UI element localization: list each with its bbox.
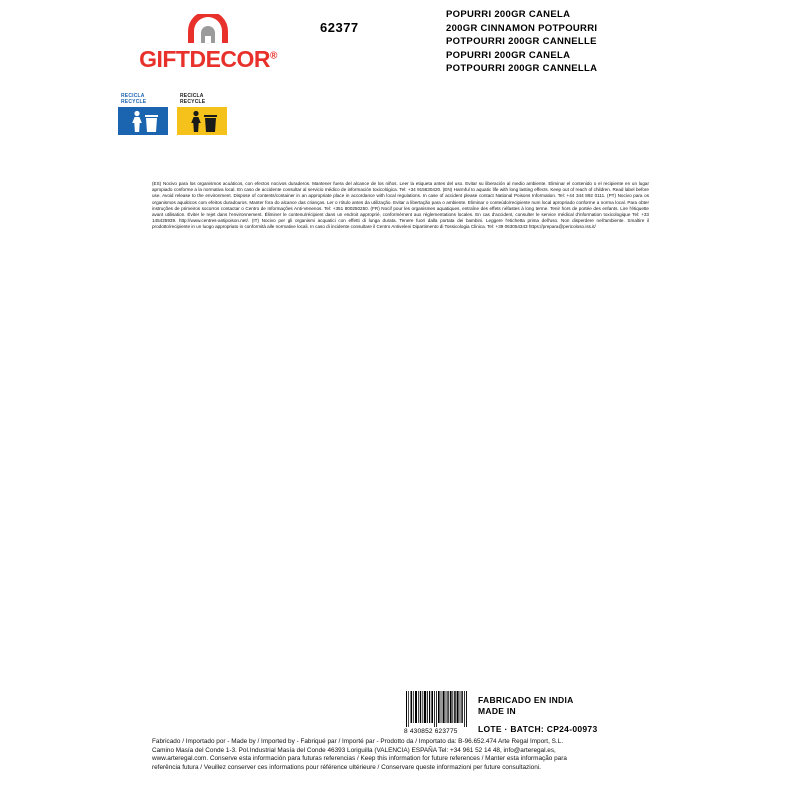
header <box>0 0 800 150</box>
product-title-es: POPURRI 200GR CANELA <box>446 9 571 20</box>
brand-name: GIFTDECOR® <box>139 46 277 72</box>
brand-block <box>118 14 298 73</box>
product-title-it: POTPOURRI 200GR CANNELLA <box>446 63 598 74</box>
product-title-fr: POTPOURRI 200GR CANNELLE <box>446 36 597 47</box>
recycle-bin-person-icon <box>118 107 168 135</box>
footer <box>152 738 672 772</box>
batch-label: LOTE · BATCH: <box>478 724 545 734</box>
barcode-block <box>404 691 474 735</box>
origin-block <box>478 695 597 735</box>
made-in-es: FABRICADO EN INDIA <box>478 695 574 705</box>
product-title-pt: POPURRI 200GR CANELA <box>446 49 571 61</box>
arch-house-logo-icon <box>184 14 232 44</box>
recycle-badge-yellow <box>177 92 227 135</box>
legal-warning-text: (ES) Nocivo para los organismos acuáticos, con efectos nocivos duraderos. Mantener fuera del alcance de los niños. Leer la etiqueta antes del uso. Evitar su liberación al medio ambiente. Eliminar el contenido o el recipiente en un lugar apropiado conforme a la normativa local. En caso de accidente consultar al servicio médico de información toxicológica. Tel: +34 915630420. (EN) Harmful to aquatic life with long lasting effects. Keep out of reach of children. Read label before use. Avoid release to the environment. Dispose of contents/container in an appropriate place in accordance with local regulations. In case of accident please contact National Poisons Information. Tel: +44 344 892 0111. (PT) Nocivo para os organismos aquáticos com efeitos duradouros. Manter fora do alcance das crianças. Ler o rótulo antes da utilização. Evitar a libertação para o ambiente. Eliminar o conteúdo/recipiente num local apropriado conforme a norma local. Para obter instruções de primeiros socorros contactar o Centro de Informações Anti-Venenos. Tel: +351 800250250. (FR) Nocif pour les organismes aquatiques, entraîne des effets néfastes à long terme. Tenir hors de portée des enfants. Lire l'étiquette avant utilisation. Éviter le rejet dans l'environnement. Éliminer le contenu/récipient dans un endroit approprié, conformément aux réglementations locales. En cas d'accident, consulter le service médical d'information toxicologique Tel: +33 145425939. http://www.centres-antipoison.net/. (IT) Nocivo per gli organismi acquatici con effetti di lunga durata. Tenere fuori dalla portata dei bambini. Leggere l'etichetta prima dell'uso. Non disperdere nell'ambiente. Smaltire il prodotto/recipiente in un luogo appropriato in conformità alle normative locali. In caso di incidente consultare il Centro Antiveleni Dipartimento di Tossicologia Clinica. Tel: +39 063054343 https://prepara@pericoloso.iss.it/ <box>152 181 649 230</box>
footer-line-1: Fabricado / Importado por - Made by / Imported by - Fabriqué par / Importé par - Prodotto da / Importato da: B-96.652.474 Arte Regal Import, S.L. <box>152 738 563 745</box>
footer-line-4: referência futura / Veuillez conserver ces informations pour référence ultérieure / Conservare queste informazioni per future consultazioni. <box>152 763 541 771</box>
footer-line-3: www.arteregal.com. Conserve esta información para futuras referencias / Keep this information for future references / Manter esta informação para <box>152 755 567 763</box>
recycle-badge-line2: RECYCLE <box>121 98 147 105</box>
batch-line <box>478 724 597 735</box>
recycle-badge-line2: RECYCLE <box>180 98 206 105</box>
made-in-en: MADE IN <box>478 706 516 716</box>
recycle-badge-line1: RECICLA <box>121 92 145 99</box>
barcode-image <box>404 691 472 727</box>
recycle-badges <box>118 92 227 135</box>
product-title-en: 200GR CINNAMON POTPOURRI <box>446 22 598 34</box>
recycle-badge-line1: RECICLA <box>180 92 204 99</box>
recycle-bin-person-icon <box>177 107 227 135</box>
batch-value: CP24-00973 <box>546 724 598 734</box>
recycle-badge-blue <box>118 92 168 135</box>
registered-mark: ® <box>270 50 277 62</box>
product-titles <box>446 8 597 76</box>
footer-line-2: Camino Masía del Conde 1-3. Pol.Industrial Masía del Conde 46393 Loriguilla (VALENCIA) ESPAÑA Tel: +34 961 52 14 48, info@arteregal.es, <box>152 746 556 754</box>
barcode-digits: 8 430852 623775 <box>404 728 458 735</box>
reference-code: 62377 <box>320 20 359 35</box>
